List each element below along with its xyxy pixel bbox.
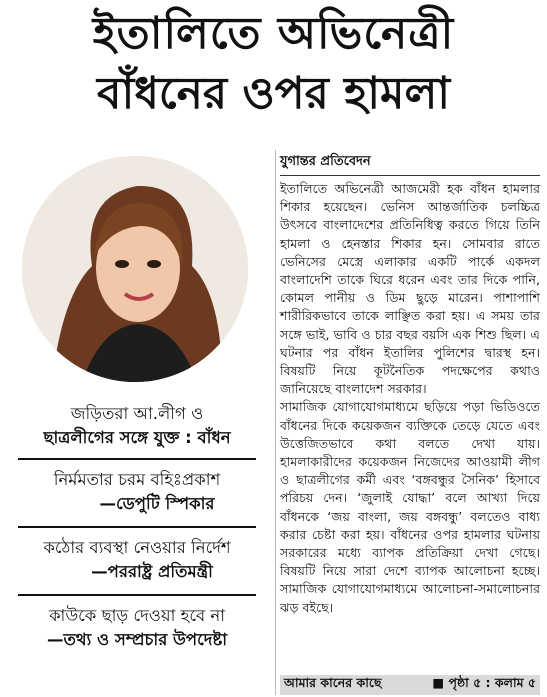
pull-quote-1 — [18, 402, 256, 450]
footer-left-label: আমার কানের কাছে — [284, 675, 382, 690]
pull-quote-separator — [18, 526, 256, 528]
left-column — [0, 128, 272, 697]
pull-quote-3-line-2: —পররাষ্ট্র প্রতিমন্ত্রী — [91, 562, 213, 581]
column-divider — [275, 150, 276, 695]
article-paragraph: ইতালিতে অভিনেত্রী আজমেরী হক বাঁধন হামলার শিকার হয়েছেন। ভেনিস আন্তর্জাতিক চলচ্চিত্র উৎসবে বাংলাদেশের প্রতিনিধিত্ব করতে গিয়ে তিনি হামলা ও হেনস্তার শিকার হন। সোমবার রাতে ভেনিসের মেস্ত্রে এলাকার একটি পার্কে একদল বাংলাদেশি তাকে ঘিরে ধরেন এবং তার দিকে পানি, কোমল পানীয় ও ডিম ছুড়ে মারেন। পাশাপাশি শারীরিকভাবে তাকে লাঞ্ছিত করা হয়। এ সময় তার সঙ্গে ভাই, ভাবি ও চার বছর বয়সি এক শিশু ছিল। এ ঘটনার পর বাঁধন ইতালির পুলিশের দ্বারস্থ হন। বিষয়টি নিয়ে কূটনৈতিক পদক্ষেপের কথাও জানিয়েছে বাংলাদেশ সরকার। — [280, 181, 540, 397]
headline — [0, 2, 547, 122]
pull-quote-3-line-1: কঠোর ব্যবস্থা নেওয়ার নির্দেশ — [43, 538, 231, 557]
pull-quote-separator — [18, 594, 256, 596]
pull-quote-4 — [18, 604, 256, 652]
pull-quote-4-line-2: —তথ্য ও সম্প্রচার উপদেষ্টা — [46, 630, 228, 649]
continuation-footer — [280, 675, 540, 695]
byline: যুগান্তর প্রতিবেদন — [280, 152, 540, 176]
pull-quote-1-line-1: জড়িতরা আ.লীগ ও — [70, 404, 204, 423]
article-paragraph: সামাজিক যোগাযোগমাধ্যমে ছড়িয়ে পড়া ভিডিওতে বাঁধনের দিকে কয়েকজন ব্যক্তিকে তেড়ে যেতে এবং উত্তেজিতভাবে কথা বলতে দেখা যায়। হামলাকারীদের কয়েকজন নিজেদের আওয়ামী লীগ ও ছাত্রলীগের কর্মী এবং ‘বঙ্গবন্ধুর সৈনিক’ হিসাবে পরিচয় দেন। ‘জুলাই যোদ্ধা’ বলে আখ্যা দিয়ে বাঁধনকে ‘জয় বাংলা, জয় বঙ্গবন্ধু’ বলতেও বাধ্য করার চেষ্টা করা হয়। বাঁধনের ওপর হামলার ঘটনায় সরকারের মধ্যে ব্যাপক প্রতিক্রিয়া দেখা গেছে। বিষয়টি নিয়ে সারা দেশে ব্যাপক আলোচনা হচ্ছে। সামাজিক যোগাযোগমাধ্যমে আলোচনা-সমালোচনার ঝড় বইছে। — [280, 399, 540, 615]
pull-quote-2 — [18, 468, 256, 516]
pull-quote-1-line-2: ছাত্রলীগের সঙ্গে যুক্ত : বাঁধন — [43, 428, 231, 447]
pull-quote-3 — [18, 536, 256, 584]
page-column-reference: ■ পৃষ্ঠা ৫ : কলাম ৫ — [432, 675, 536, 690]
pull-quote-4-line-1: কাউকে ছাড় দেওয়া হবে না — [48, 606, 226, 625]
article-body — [280, 180, 540, 617]
pull-quote-separator — [18, 458, 256, 460]
pull-quote-2-line-2: —ডেপুটি স্পিকার — [99, 494, 215, 513]
portrait-illustration — [22, 156, 248, 382]
portrait-photo — [22, 156, 248, 382]
headline-line-2: বাঁধনের ওপর হামলা — [97, 68, 450, 119]
pull-quote-2-line-1: নির্মমতার চরম বহিঃপ্রকাশ — [53, 470, 221, 489]
headline-line-1: ইতালিতে অভিনেত্রী — [92, 8, 455, 59]
